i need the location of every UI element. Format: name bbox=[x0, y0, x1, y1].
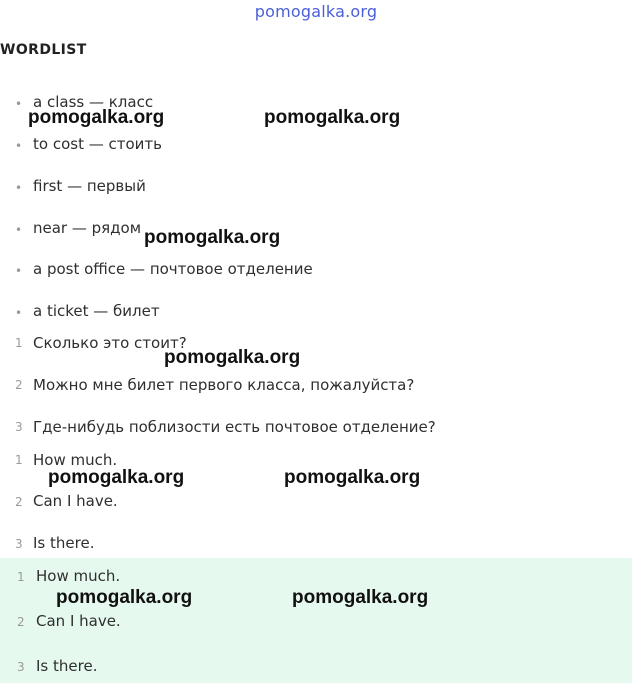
wordlist-item: a class — класс bbox=[33, 93, 154, 111]
site-watermark-top: pomogalka.org bbox=[254, 2, 378, 21]
answer-text: How much. bbox=[36, 567, 121, 585]
start-number: 3 bbox=[15, 537, 23, 551]
answer-text: Is there. bbox=[36, 657, 98, 675]
question-number: 3 bbox=[15, 420, 23, 434]
start-number: 2 bbox=[15, 495, 23, 509]
question-text: Где-нибудь поблизости есть почтовое отделение? bbox=[33, 418, 436, 436]
start-text: How much. bbox=[33, 451, 118, 469]
bullet-marker: • bbox=[15, 139, 23, 153]
watermark-text: pomogalka.org bbox=[144, 227, 281, 248]
question-number: 1 bbox=[15, 336, 23, 350]
watermark-text: pomogalka.org bbox=[164, 347, 301, 368]
watermark-text: pomogalka.org bbox=[56, 587, 193, 608]
answer-number: 2 bbox=[17, 615, 25, 629]
watermark-text: pomogalka.org bbox=[48, 467, 185, 488]
wordlist-item: a ticket — билет bbox=[33, 302, 160, 320]
bullet-marker: • bbox=[15, 223, 23, 237]
wordlist-item: a post office — почтовое отделение bbox=[33, 260, 313, 278]
watermark-text: pomogalka.org bbox=[264, 107, 401, 128]
start-text: Can I have. bbox=[33, 492, 118, 510]
bullet-marker: • bbox=[15, 264, 23, 278]
bullet-marker: • bbox=[15, 97, 23, 111]
wordlist-item: to cost — стоить bbox=[33, 135, 162, 153]
wordlist-item: near — рядом bbox=[33, 219, 142, 237]
wordlist-heading: WORDLIST bbox=[0, 42, 87, 58]
answer-number: 1 bbox=[17, 570, 25, 584]
wordlist-item: first — первый bbox=[33, 177, 146, 195]
bullet-marker: • bbox=[15, 306, 23, 320]
watermark-text: pomogalka.org bbox=[284, 467, 421, 488]
answer-number: 3 bbox=[17, 660, 25, 674]
start-text: Is there. bbox=[33, 534, 95, 552]
watermark-text: pomogalka.org bbox=[28, 107, 165, 128]
start-number: 1 bbox=[15, 453, 23, 467]
question-number: 2 bbox=[15, 378, 23, 392]
bullet-marker: • bbox=[15, 181, 23, 195]
question-text: Сколько это стоит? bbox=[33, 334, 187, 352]
answer-text: Can I have. bbox=[36, 612, 121, 630]
watermark-text: pomogalka.org bbox=[292, 587, 429, 608]
question-text: Можно мне билет первого класса, пожалуйста? bbox=[33, 376, 415, 394]
